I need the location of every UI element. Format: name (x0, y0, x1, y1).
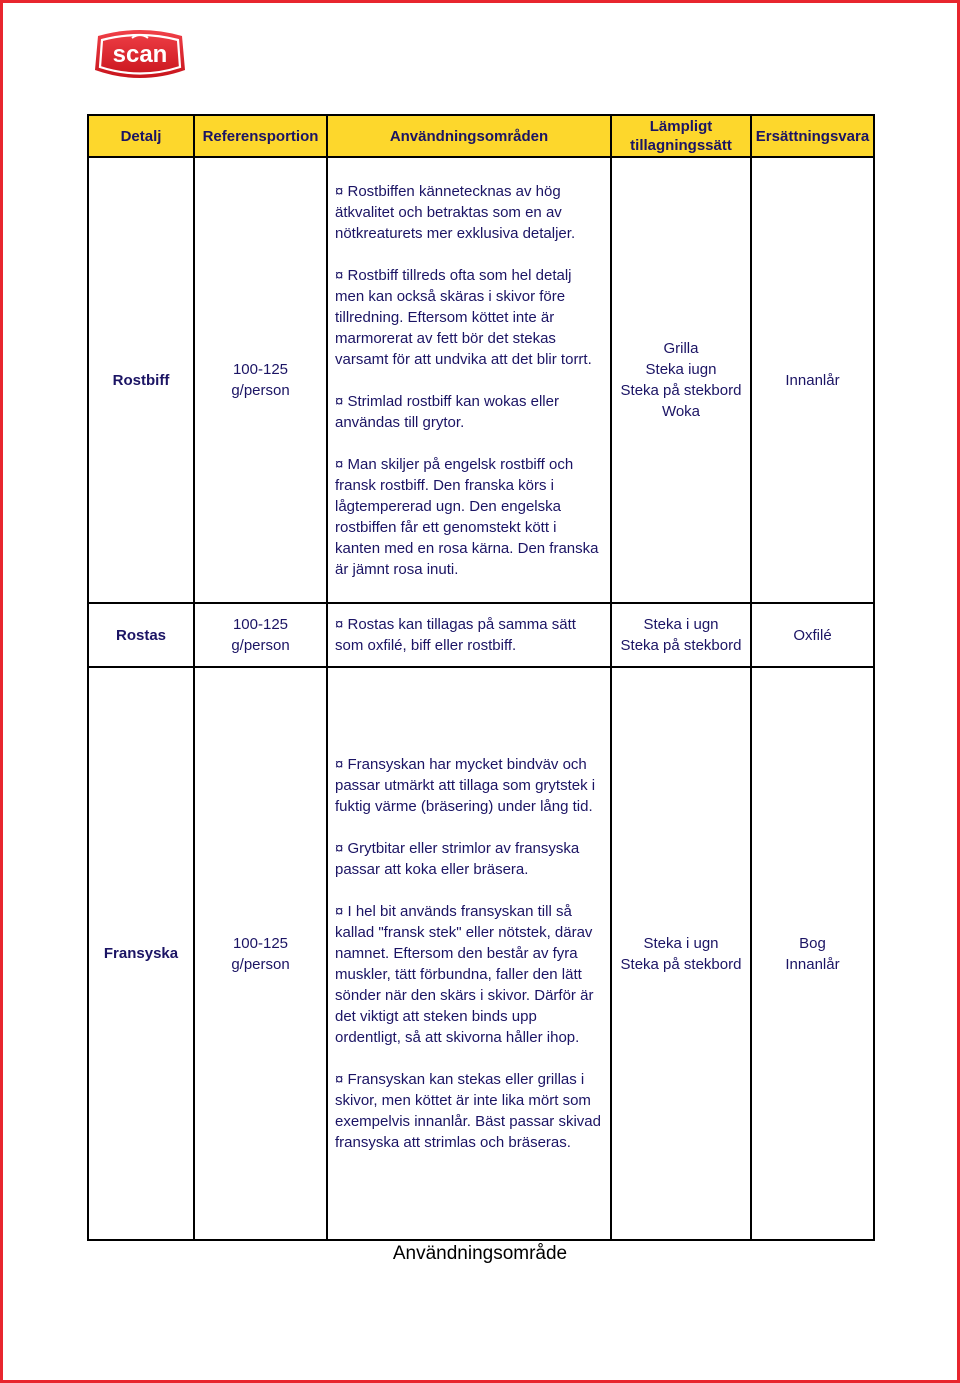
substitute-item: Innanlår (785, 955, 840, 973)
substitute-cell (751, 667, 874, 1240)
cut-name: Rostbiff (88, 157, 194, 603)
uses-paragraph: ¤ Rostas kan tillagas på samma sätt som oxfilé, biff eller rostbiff. (335, 616, 576, 654)
portion-amount: 100-125 (232, 934, 289, 952)
uses-paragraph: ¤ Man skiljer på engelsk rostbiff och fransk rostbiff. Den franska körs i lågtempererad ugn. Den engelska rostbiffen får ett genomstekt kött i kanten med en rosa kärna. Den franska är jämnt rosa inuti. (335, 455, 599, 578)
table-header-row (88, 115, 874, 157)
substitute-item: Innanlår (785, 371, 840, 389)
uses-cell (327, 667, 611, 1240)
header-anvandningsomraden: Användningsområden (327, 115, 611, 157)
table-row (88, 603, 874, 667)
uses-cell (327, 157, 611, 603)
uses-paragraph: ¤ Rostbiffen kännetecknas av hög ätkvalitet och betraktas som en av nötkreaturets mer exklusiva detaljer. (335, 182, 576, 242)
substitute-item: Bog (799, 934, 826, 952)
method-item: Grilla (663, 340, 699, 357)
logo-text: scan (112, 41, 168, 68)
portion-unit: g/person (231, 955, 290, 973)
method-item: Steka i ugn (643, 616, 719, 633)
header-detalj: Detalj (88, 115, 194, 157)
method-item: Steka på stekbord (620, 637, 742, 654)
method-cell (611, 157, 751, 603)
table-row (88, 667, 874, 1240)
cut-name: Rostas (88, 603, 194, 667)
portion-cell (194, 603, 327, 667)
uses-paragraph: ¤ I hel bit används fransyskan till så kallad "fransk stek" eller nötstek, därav namnet. Eftersom den består av fyra muskler, tätt förbundna, faller den lätt sönder när den skärs i skivor. Därför är det viktigt att steken binds upp ordentligt, så att skivorna håller ihop. (335, 903, 594, 1046)
header-tillagningssatt: Lämpligt tillagningssätt (611, 115, 751, 157)
uses-paragraph: ¤ Strimlad rostbiff kan wokas eller användas till grytor. (335, 392, 559, 431)
method-cell (611, 603, 751, 667)
header-ersattningsvara: Ersättningsvara (751, 115, 874, 157)
portion-unit: g/person (231, 637, 290, 654)
method-item: Steka iugn (645, 361, 717, 378)
method-cell (611, 667, 751, 1240)
uses-paragraph: ¤ Rostbiff tillreds ofta som hel detalj men kan också skäras i skivor före tillredning. Eftersom köttet inte är marmorerat av fett bör det stekas varsamt för att undvika att det blir torrt. (335, 266, 592, 368)
method-item: Woka (661, 403, 701, 420)
uses-paragraph: ¤ Fransyskan kan stekas eller grillas i skivor, men köttet är inte lika mört som exempelvis innanlår. Bäst passar skivad fransyska att strimlas och bräseras. (335, 1071, 601, 1151)
cut-name: Fransyska (88, 667, 194, 1240)
header-referensportion: Referensportion (194, 115, 327, 157)
substitute-cell (751, 157, 874, 603)
scan-logo (92, 28, 188, 82)
uses-paragraph: ¤ Fransyskan har mycket bindväv och passar utmärkt att tillaga som grytstek i fuktig värme (bräsering) under lång tid. (335, 756, 596, 815)
portion-amount: 100-125 (232, 361, 289, 378)
portion-unit: g/person (231, 382, 290, 399)
table-row (88, 157, 874, 603)
substitute-cell (751, 603, 874, 667)
uses-paragraph: ¤ Grytbitar eller strimlor av fransyska passar att koka eller bräsera. (335, 840, 580, 878)
portion-cell (194, 667, 327, 1240)
meat-cuts-table (87, 114, 875, 1241)
portion-amount: 100-125 (232, 616, 289, 633)
method-item: Steka i ugn (643, 934, 719, 952)
substitute-item: Oxfilé (793, 626, 832, 644)
method-item: Steka på stekbord (620, 382, 742, 399)
method-item: Steka på stekbord (620, 955, 742, 973)
uses-cell (327, 603, 611, 667)
footer-title: Användningsområde (392, 1243, 568, 1264)
portion-cell (194, 157, 327, 603)
